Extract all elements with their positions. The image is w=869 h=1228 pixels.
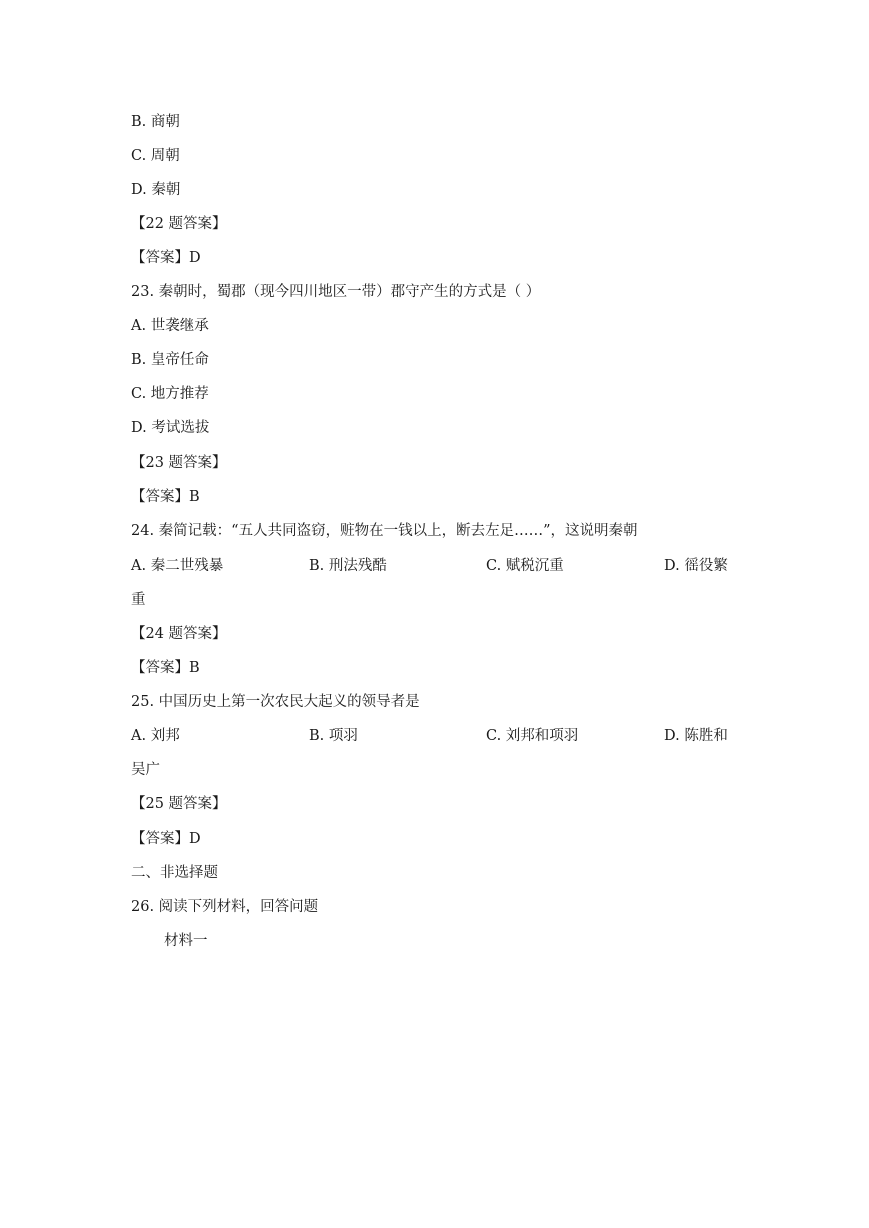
q24-answer: 【答案】B xyxy=(131,660,200,676)
q25-answer-header: 【25 题答案】 xyxy=(131,796,227,812)
q23-option-d: D. 考试选拔 xyxy=(131,420,210,436)
q24-answer-header: 【24 题答案】 xyxy=(131,626,227,642)
q22-answer-header: 【22 题答案】 xyxy=(131,216,227,232)
q23-stem: 23. 秦朝时，蜀郡（现今四川地区一带）郡守产生的方式是（ ） xyxy=(131,284,541,300)
q23-answer-header: 【23 题答案】 xyxy=(131,455,227,471)
q22-answer: 【答案】D xyxy=(131,250,201,266)
q25-option-a: A. 刘邦 xyxy=(131,728,180,744)
q25-option-b: B. 项羽 xyxy=(309,728,358,744)
q25-option-d-continued: 吴广 xyxy=(131,762,160,778)
q24-option-a: A. 秦二世残暴 xyxy=(131,558,224,574)
q23-option-b: B. 皇帝任命 xyxy=(131,352,209,368)
q22-option-d: D. 秦朝 xyxy=(131,182,181,198)
q22-option-c: C. 周朝 xyxy=(131,148,180,164)
q24-option-c: C. 赋税沉重 xyxy=(486,558,564,574)
q24-option-d-continued: 重 xyxy=(131,592,146,608)
q25-option-d: D. 陈胜和 xyxy=(664,728,728,744)
q23-option-a: A. 世袭继承 xyxy=(131,318,209,334)
q25-answer: 【答案】D xyxy=(131,831,201,847)
q26-material-label: 材料一 xyxy=(164,933,208,949)
q24-stem: 24. 秦简记载：“五人共同盗窃，赃物在一钱以上，断去左足……”，这说明秦朝 xyxy=(131,523,638,539)
q25-option-c: C. 刘邦和项羽 xyxy=(486,728,579,744)
q23-answer: 【答案】B xyxy=(131,489,200,505)
section-heading: 二、非选择题 xyxy=(131,865,218,881)
q26-stem: 26. 阅读下列材料，回答问题 xyxy=(131,899,319,915)
q22-option-b: B. 商朝 xyxy=(131,114,180,130)
q24-option-d: D. 徭役繁 xyxy=(664,558,728,574)
q24-option-b: B. 刑法残酷 xyxy=(309,558,387,574)
q25-stem: 25. 中国历史上第一次农民大起义的领导者是 xyxy=(131,694,420,710)
q23-option-c: C. 地方推荐 xyxy=(131,386,209,402)
